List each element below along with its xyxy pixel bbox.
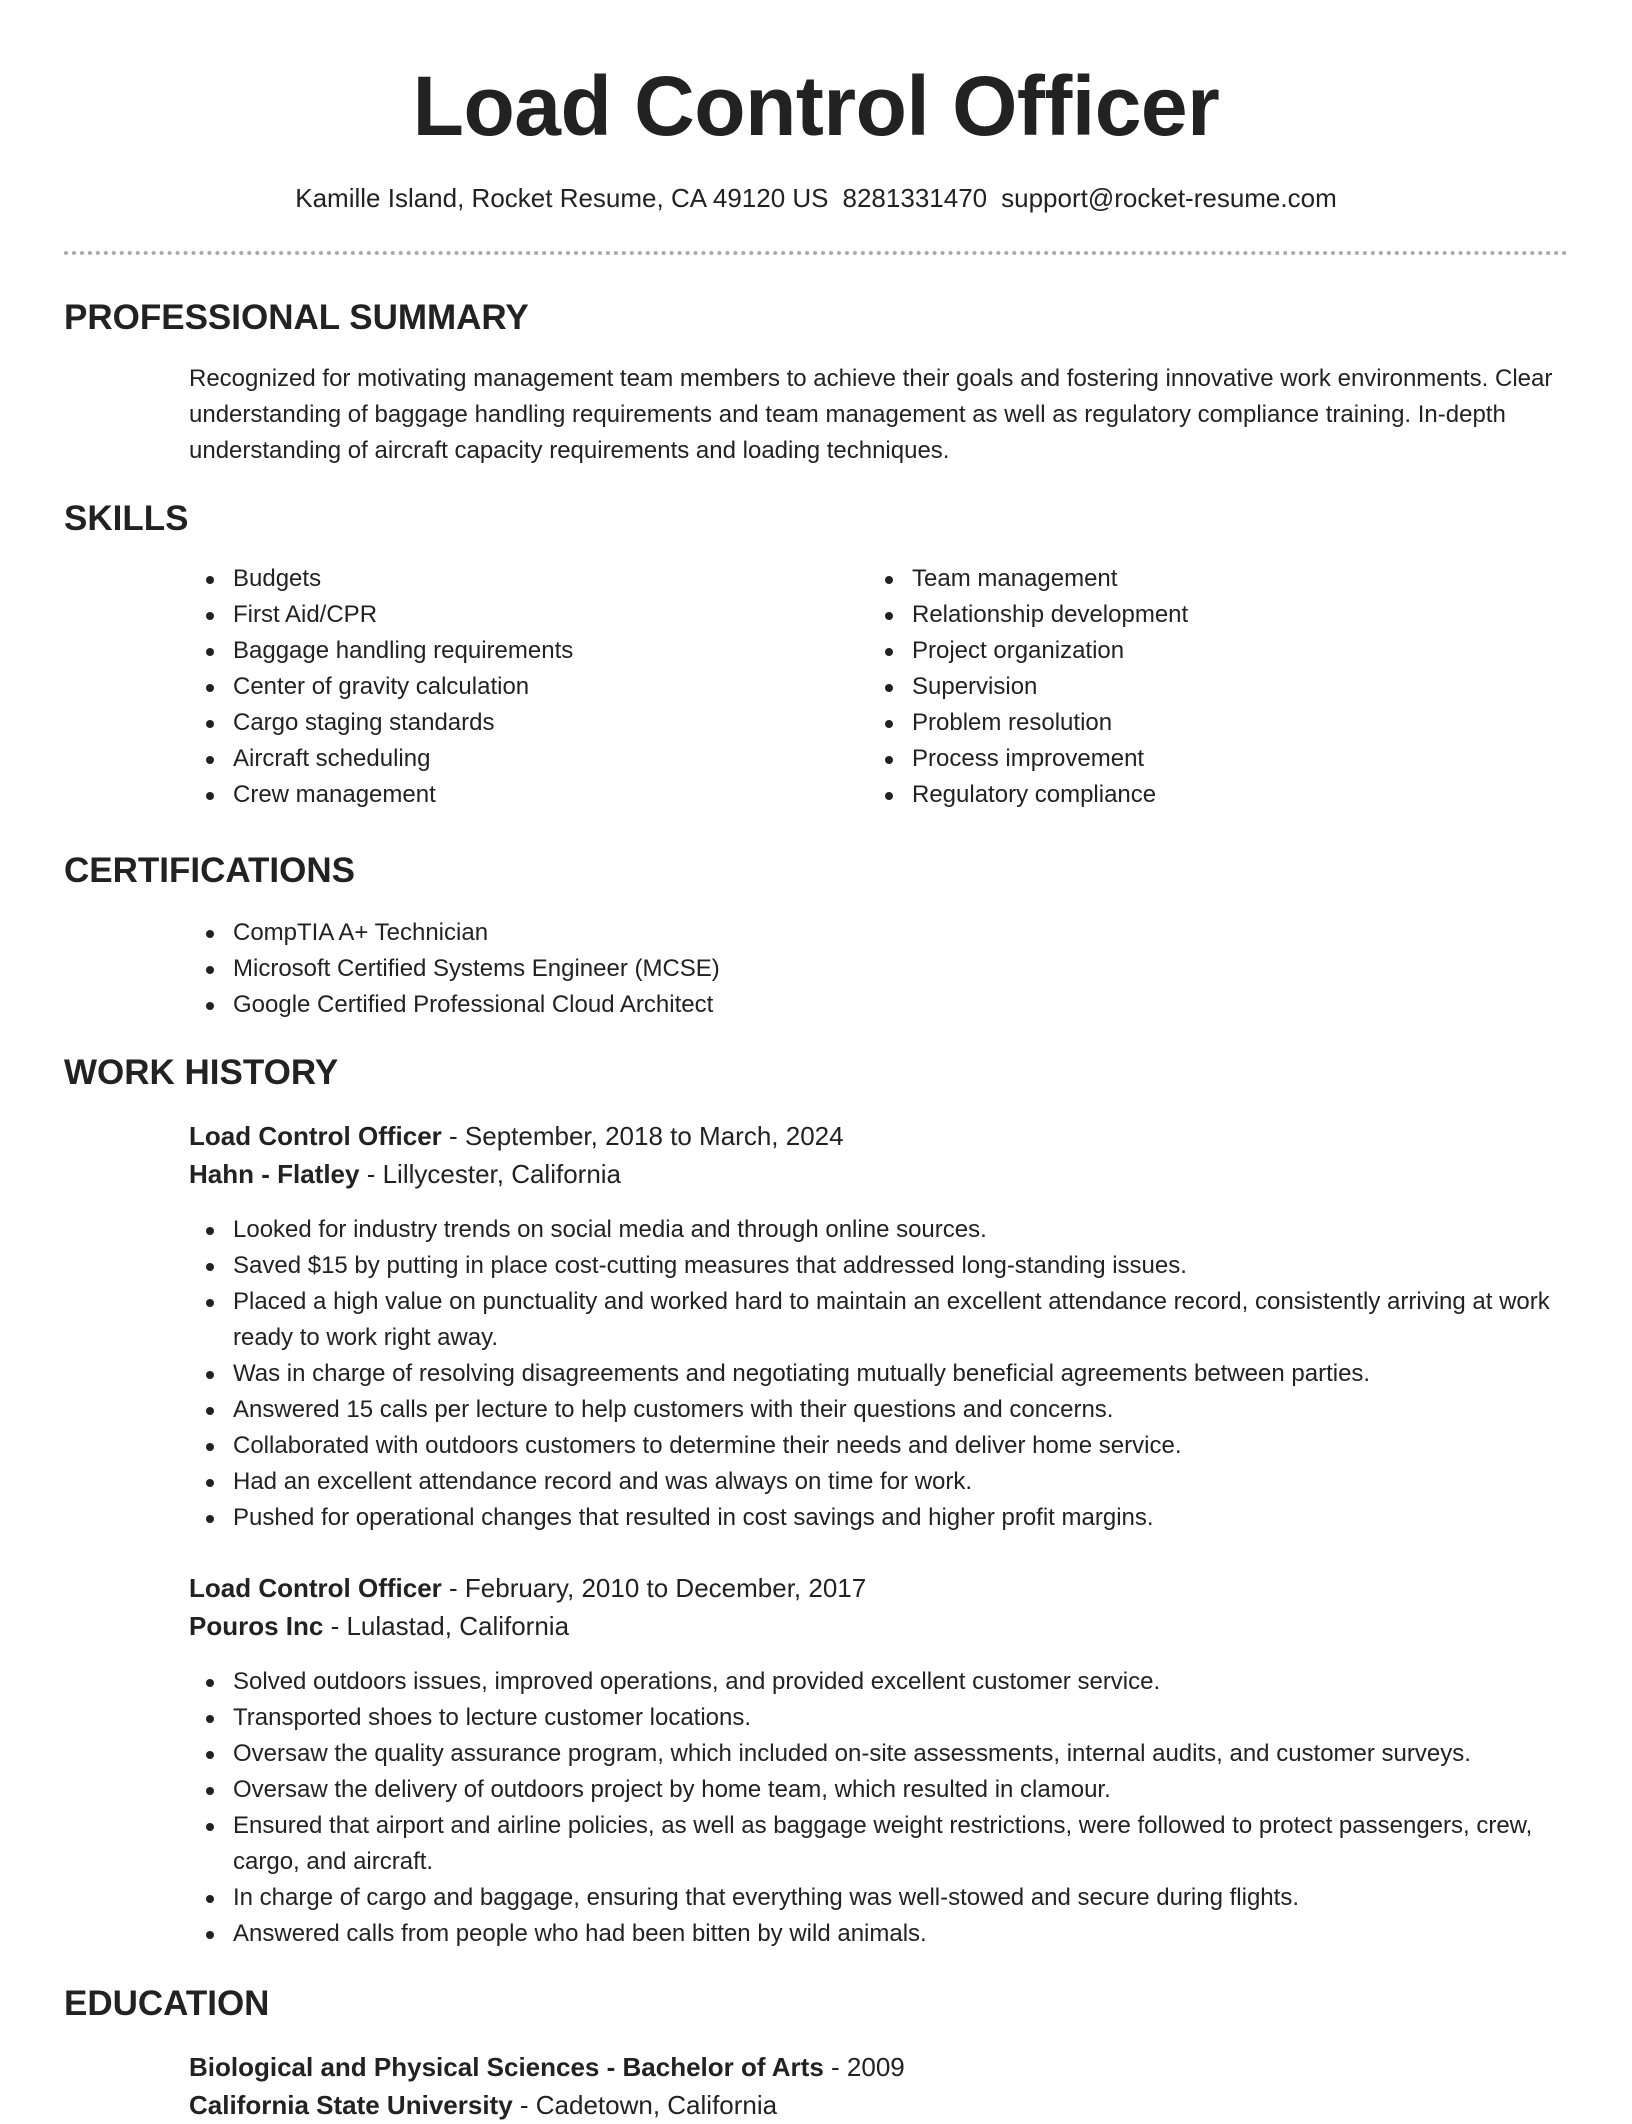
certifications-list <box>189 915 1565 1023</box>
header-divider <box>64 251 1568 255</box>
list-item: Collaborated with outdoors customers to determine their needs and deliver home service. <box>189 1428 1565 1464</box>
job-role: Load Control Officer <box>189 1573 442 1603</box>
list-item: Saved $15 by putting in place cost-cutting measures that addressed long-standing issues. <box>189 1248 1565 1284</box>
job-bullets <box>189 1212 1565 1536</box>
education-year: - 2009 <box>823 2052 905 2082</box>
skills-list-left <box>189 561 829 813</box>
contact-address: Kamille Island, Rocket Resume, CA 49120 US <box>295 183 829 213</box>
job-role: Load Control Officer <box>189 1121 442 1151</box>
job-bullets <box>189 1664 1565 1952</box>
list-item: Was in charge of resolving disagreements and negotiating mutually beneficial agreements between parties. <box>189 1356 1565 1392</box>
list-item: Problem resolution <box>868 705 1508 741</box>
education-school: California State University <box>189 2090 513 2120</box>
summary-text: Recognized for motivating management team members to achieve their goals and fostering innovative work environments. Clear understanding of baggage handling requirements and team management as well as regulatory compliance training. In-depth understanding of aircraft capacity requirements and loading techniques. <box>189 365 1553 464</box>
job-company-line <box>189 1155 621 1193</box>
job-location: - Lulastad, California <box>323 1611 570 1641</box>
list-item: Transported shoes to lecture customer locations. <box>189 1700 1565 1736</box>
section-title-skills: SKILLS <box>64 499 189 538</box>
list-item: Pushed for operational changes that resulted in cost savings and higher profit margins. <box>189 1500 1565 1536</box>
list-item: First Aid/CPR <box>189 597 829 633</box>
education-location: - Cadetown, California <box>512 2090 778 2120</box>
section-title-education: EDUCATION <box>64 1984 270 2023</box>
list-item: Center of gravity calculation <box>189 669 829 705</box>
job-company: Pouros Inc <box>189 1611 324 1641</box>
section-title-work-history: WORK HISTORY <box>64 1053 339 1092</box>
list-item: Process improvement <box>868 741 1508 777</box>
list-item: Project organization <box>868 633 1508 669</box>
contact-line <box>0 180 1632 216</box>
job-title-line <box>189 1569 866 1607</box>
list-item: Budgets <box>189 561 829 597</box>
section-title-summary: PROFESSIONAL SUMMARY <box>64 298 529 337</box>
list-item: Baggage handling requirements <box>189 633 829 669</box>
list-item: Aircraft scheduling <box>189 741 829 777</box>
contact-phone: 8281331470 <box>842 183 988 213</box>
contact-email: support@rocket-resume.com <box>1001 183 1337 213</box>
list-item: Microsoft Certified Systems Engineer (MCSE) <box>189 951 1565 987</box>
list-item: Looked for industry trends on social media and through online sources. <box>189 1212 1565 1248</box>
job-title-line <box>189 1117 844 1155</box>
list-item: Oversaw the delivery of outdoors project by home team, which resulted in clamour. <box>189 1772 1565 1808</box>
list-item: Crew management <box>189 777 829 813</box>
list-item: Relationship development <box>868 597 1508 633</box>
skills-list-right <box>868 561 1508 813</box>
list-item: Supervision <box>868 669 1508 705</box>
job-company: Hahn - Flatley <box>189 1159 360 1189</box>
list-item: Answered calls from people who had been bitten by wild animals. <box>189 1916 1565 1952</box>
education-school-line <box>189 2086 777 2124</box>
list-item: CompTIA A+ Technician <box>189 915 1565 951</box>
section-title-certifications: CERTIFICATIONS <box>64 851 356 890</box>
job-dates: - February, 2010 to December, 2017 <box>441 1573 867 1603</box>
job-company-line <box>189 1607 569 1645</box>
job-dates: - September, 2018 to March, 2024 <box>441 1121 844 1151</box>
resume-name: Load Control Officer <box>412 59 1220 153</box>
list-item: Solved outdoors issues, improved operations, and provided excellent customer service. <box>189 1664 1565 1700</box>
education-degree: Biological and Physical Sciences - Bachelor of Arts <box>189 2052 824 2082</box>
list-item: Placed a high value on punctuality and worked hard to maintain an excellent attendance record, consistently arriving at work ready to work right away. <box>189 1284 1565 1356</box>
list-item: Google Certified Professional Cloud Architect <box>189 987 1565 1023</box>
list-item: Oversaw the quality assurance program, which included on-site assessments, internal audits, and customer surveys. <box>189 1736 1565 1772</box>
education-degree-line <box>189 2048 905 2086</box>
list-item: In charge of cargo and baggage, ensuring that everything was well-stowed and secure during flights. <box>189 1880 1565 1916</box>
list-item: Answered 15 calls per lecture to help customers with their questions and concerns. <box>189 1392 1565 1428</box>
list-item: Ensured that airport and airline policies, as well as baggage weight restrictions, were followed to protect passengers, crew, cargo, and aircraft. <box>189 1808 1565 1880</box>
list-item: Regulatory compliance <box>868 777 1508 813</box>
list-item: Team management <box>868 561 1508 597</box>
list-item: Cargo staging standards <box>189 705 829 741</box>
list-item: Had an excellent attendance record and was always on time for work. <box>189 1464 1565 1500</box>
job-location: - Lillycester, California <box>359 1159 622 1189</box>
